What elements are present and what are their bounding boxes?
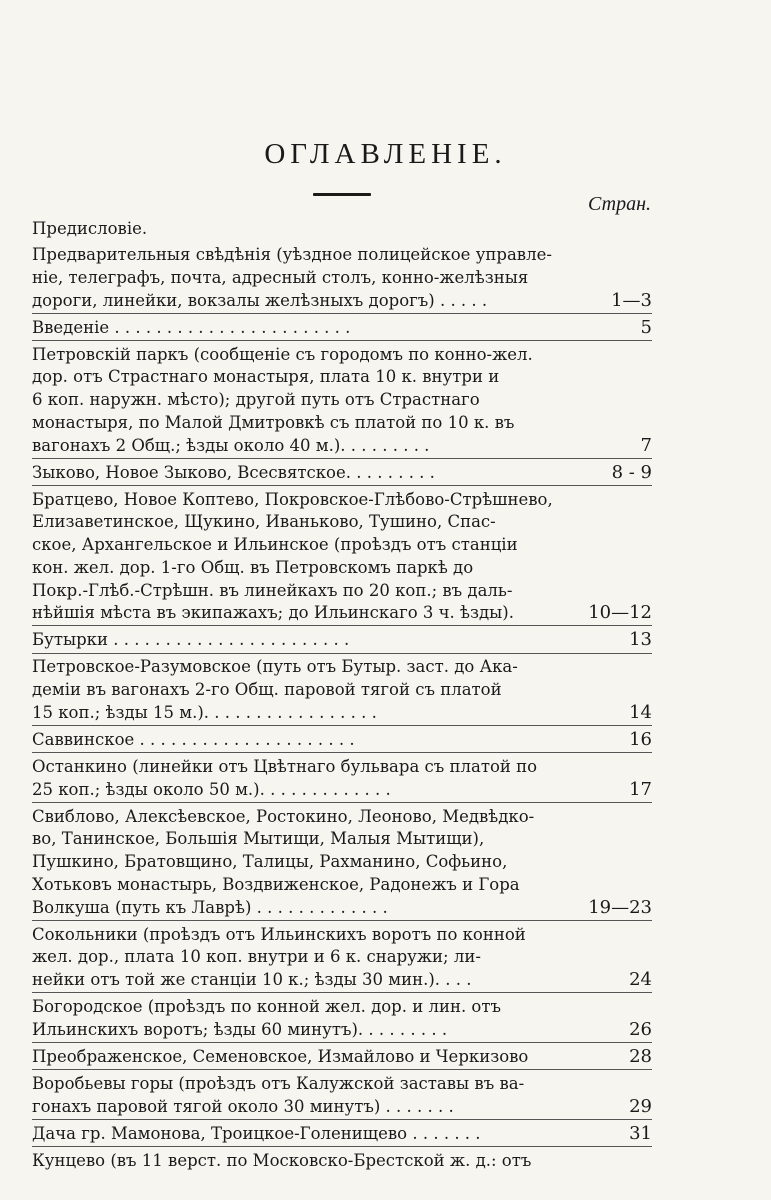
toc-entry — [32, 462, 652, 486]
toc-entry-line: Сокольники (проѣздъ отъ Ильинскихъ воротъ по конной — [32, 924, 526, 944]
toc-entry-line: 6 коп. наружн. мѣсто); другой путь отъ Страстнаго — [32, 390, 480, 410]
toc-entry-line: кон. жел. дор. 1-го Общ. въ Петровскомъ паркѣ до — [32, 557, 474, 577]
toc-entry-line: Свиблово, Алексѣевское, Ростокино, Леоново, Медвѣдко- — [32, 806, 535, 826]
toc-entry-line: Богородское (проѣздъ по конной жел. дор. и лин. отъ — [32, 997, 501, 1017]
toc-entry — [32, 806, 652, 921]
toc-entry-line: Братцево, Новое Коптево, Покровское-Глѣбово-Стрѣшнево, — [32, 489, 553, 509]
toc-entry — [32, 729, 652, 753]
toc-entry-line: Кунцево (въ 11 верст. по Московско-Брестской ж. д.: отъ — [32, 1150, 532, 1170]
toc-page-number: 31 — [623, 1123, 652, 1146]
page-column-header: Стран. — [588, 193, 651, 215]
toc-entry-line: жел. дор., плата 10 коп. внутри и 6 к. снаружи; ли- — [32, 947, 481, 967]
title-rule — [313, 193, 371, 196]
toc-entry-line: монастыря, по Малой Дмитровкѣ съ платой по 10 к. въ — [32, 412, 515, 432]
toc-entry-line: ніе, телеграфъ, почта, адресный столъ, конно-желѣзныя — [32, 267, 529, 287]
toc-entry — [32, 924, 652, 994]
toc-entry-line: 15 коп.; ѣзды 15 м.). . . . . . . . . . . . . . . . . 14 — [32, 701, 652, 723]
toc-entry — [32, 1046, 652, 1070]
toc-entry — [32, 656, 652, 726]
toc-entry-line: Покр.-Глѣб.-Стрѣшн. въ линейкахъ по 20 коп.; въ даль- — [32, 580, 513, 600]
toc-entry-line: Преображенское, Семеновское, Измайлово и Черкизово 28 — [32, 1045, 652, 1067]
toc-entry-line: 25 коп.; ѣзды около 50 м.). . . . . . . . . . . . . 17 — [32, 778, 652, 800]
toc-entry-line: гонахъ паровой тягой около 30 минутъ) . . . . . . . 29 — [32, 1095, 652, 1117]
toc-entry-line: Зыково, Новое Зыково, Всесвятское. . . . . . . . . 8 - 9 — [32, 461, 652, 483]
toc-entry — [32, 317, 652, 341]
toc-entry-line: Предисловіе. — [32, 219, 148, 238]
table-of-contents — [32, 218, 652, 1176]
toc-entry-line: деміи въ вагонахъ 2-го Общ. паровой тягой съ платой — [32, 680, 502, 700]
toc-entry-line: Останкино (линейки отъ Цвѣтнаго бульвара съ платой по — [32, 756, 538, 776]
page-title: ОГЛАВЛЕНІЕ. — [264, 138, 507, 170]
toc-page-number: 24 — [623, 969, 652, 992]
toc-entry — [32, 629, 652, 653]
toc-page-number: 1—3 — [605, 290, 652, 313]
toc-entry-line: нѣйшія мѣста въ экипажахъ; до Ильинскаго 3 ч. ѣзды). 10—12 — [32, 602, 652, 624]
toc-page-number: 10—12 — [582, 602, 652, 625]
toc-entry-line: Введеніе . . . . . . . . . . . . . . . . . . . . . . . 5 — [32, 316, 652, 338]
toc-entry-line: Предварительныя свѣдѣнія (уѣздное полицейское управле- — [32, 245, 552, 265]
toc-entry-line: нейки отъ той же станціи 10 к.; ѣзды 30 мин.). . . . 24 — [32, 969, 652, 991]
toc-entry-line: Хотьковъ монастырь, Воздвиженское, Радонежъ и Гора — [32, 874, 520, 894]
toc-entry-line: вагонахъ 2 Общ.; ѣзды около 40 м.). . . . . . . . . 7 — [32, 434, 652, 456]
toc-entry-line: Волкуша (путь къ Лаврѣ) . . . . . . . . . . . . . 19—23 — [32, 896, 652, 918]
toc-page-number: 29 — [623, 1096, 652, 1119]
toc-page-number: 16 — [623, 729, 652, 752]
toc-entry-line: дороги, линейки, вокзалы желѣзныхъ дорогъ) . . . . . 1—3 — [32, 289, 652, 311]
toc-entry-line: Пушкино, Братовщино, Талицы, Рахманино, Софьино, — [32, 852, 508, 872]
toc-entry — [32, 1150, 652, 1173]
toc-page-number: 7 — [635, 435, 652, 458]
toc-page-number: 5 — [635, 317, 652, 340]
toc-entry-line: Ильинскихъ воротъ; ѣзды 60 минутъ). . . . . . . . . 26 — [32, 1018, 652, 1040]
toc-entry-line: Саввинское . . . . . . . . . . . . . . . . . . . . . 16 — [32, 728, 652, 750]
toc-entry-line: Воробьевы горы (проѣздъ отъ Калужской заставы въ ва- — [32, 1074, 525, 1094]
toc-entry — [32, 1123, 652, 1147]
toc-entry-line: Бутырки . . . . . . . . . . . . . . . . . . . . . . . 13 — [32, 629, 652, 651]
toc-entry — [32, 489, 652, 627]
toc-entry-line: дор. отъ Страстнаго монастыря, плата 10 к. внутри и — [32, 367, 500, 387]
toc-entry-line: Дача гр. Мамонова, Троицкое-Голенищево . . . . . . . 31 — [32, 1122, 652, 1144]
toc-entry — [32, 244, 652, 314]
toc-page-number: 14 — [623, 702, 652, 725]
toc-entry — [32, 344, 652, 459]
toc-entry — [32, 756, 652, 803]
toc-entry — [32, 1073, 652, 1120]
toc-entry-line: Елизаветинское, Щукино, Иваньково, Тушино, Спас- — [32, 512, 496, 532]
toc-entry-line: во, Танинское, Большія Мытищи, Малыя Мытищи), — [32, 829, 485, 849]
toc-page-number: 8 - 9 — [606, 462, 652, 485]
toc-page-number: 17 — [623, 779, 652, 802]
toc-page-number: 26 — [623, 1019, 652, 1042]
toc-entry-line: Петровское-Разумовское (путь отъ Бутыр. заст. до Ака- — [32, 657, 518, 677]
toc-entry-line: ское, Архангельское и Ильинское (проѣздъ отъ станціи — [32, 535, 518, 555]
toc-entry — [32, 218, 652, 241]
toc-page-number: 19—23 — [582, 897, 652, 920]
toc-page-number: 28 — [623, 1046, 652, 1069]
toc-entry-line: Петровскій паркъ (сообщеніе съ городомъ по конно-жел. — [32, 344, 533, 364]
toc-entry — [32, 996, 652, 1043]
toc-page-number: 13 — [623, 629, 652, 652]
